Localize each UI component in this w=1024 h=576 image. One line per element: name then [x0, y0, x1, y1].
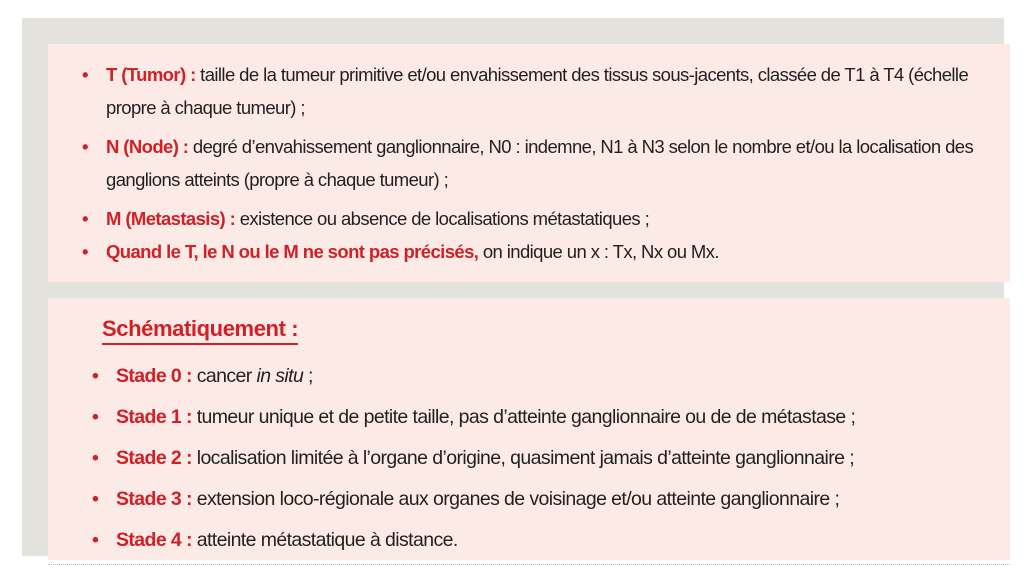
list-item-stage-0 [90, 356, 990, 397]
term-unspecified: Quand le T, le N ou le M ne sont pas précisés, [106, 241, 479, 262]
stage-4-text: atteinte métastatique à distance. [191, 529, 458, 551]
tnm-definitions-panel [48, 44, 1010, 282]
dotted-divider [48, 564, 1010, 565]
definition-metastasis: existence ou absence de localisations métastatiques ; [235, 208, 650, 229]
bullet-icon: • [82, 208, 88, 229]
tnm-definition-list [80, 58, 1000, 274]
schematic-stages-panel [48, 298, 1010, 560]
stage-0-label: Stade 0 : [116, 365, 192, 387]
bullet-icon: • [82, 136, 88, 157]
definition-node: degré d’envahissement ganglionnaire, N0 : indemne, N1 à N3 selon le nombre et/ou la localisation des ganglions atteints (propre à chaque tumeur) ; [106, 136, 974, 190]
bullet-icon: • [92, 447, 99, 469]
definition-tumor: taille de la tumeur primitive et/ou envahissement des tissus sous-jacents, classée de T1 à T4 (échelle propre à chaque tumeur) ; [106, 64, 969, 118]
document-frame [22, 18, 1004, 556]
stage-0-suffix: ; [303, 365, 313, 387]
stage-1-label: Stade 1 : [116, 406, 192, 428]
bullet-icon: • [92, 488, 99, 510]
stage-2-text: localisation limitée à l’organe d’origine, quasiment jamais d’atteinte ganglionnaire ; [191, 447, 855, 469]
bullet-icon: • [92, 529, 99, 551]
term-metastasis: M (Metastasis) : [106, 208, 236, 229]
list-item-node [80, 130, 1000, 196]
section-title: Schématiquement : [102, 316, 298, 345]
stage-4-label: Stade 4 : [116, 529, 192, 551]
list-item-stage-1 [90, 397, 990, 438]
list-item-tumor [80, 58, 1000, 124]
bullet-icon: • [92, 406, 99, 428]
bullet-icon: • [82, 64, 88, 85]
stage-3-text: extension loco-régionale aux organes de voisinage et/ou atteinte ganglionnaire ; [191, 488, 840, 510]
stage-1-text: tumeur unique et de petite taille, pas d’atteinte ganglionnaire ou de de métastase ; [191, 406, 856, 428]
term-node: N (Node) : [106, 136, 189, 157]
definition-unspecified: on indique un x : Tx, Nx ou Mx. [478, 241, 719, 262]
list-item-stage-3 [90, 479, 990, 520]
bullet-icon: • [82, 241, 88, 262]
list-item-unspecified [80, 235, 1000, 268]
list-item-stage-4 [90, 520, 990, 561]
stage-0-text: cancer [191, 365, 257, 387]
list-item-metastasis [80, 202, 1000, 235]
stage-0-italic-text: in situ [256, 365, 304, 387]
list-item-stage-2 [90, 438, 990, 479]
stage-3-label: Stade 3 : [116, 488, 192, 510]
stage-2-label: Stade 2 : [116, 447, 192, 469]
stage-list [90, 356, 990, 561]
bullet-icon: • [92, 365, 99, 387]
term-tumor: T (Tumor) : [106, 64, 196, 85]
